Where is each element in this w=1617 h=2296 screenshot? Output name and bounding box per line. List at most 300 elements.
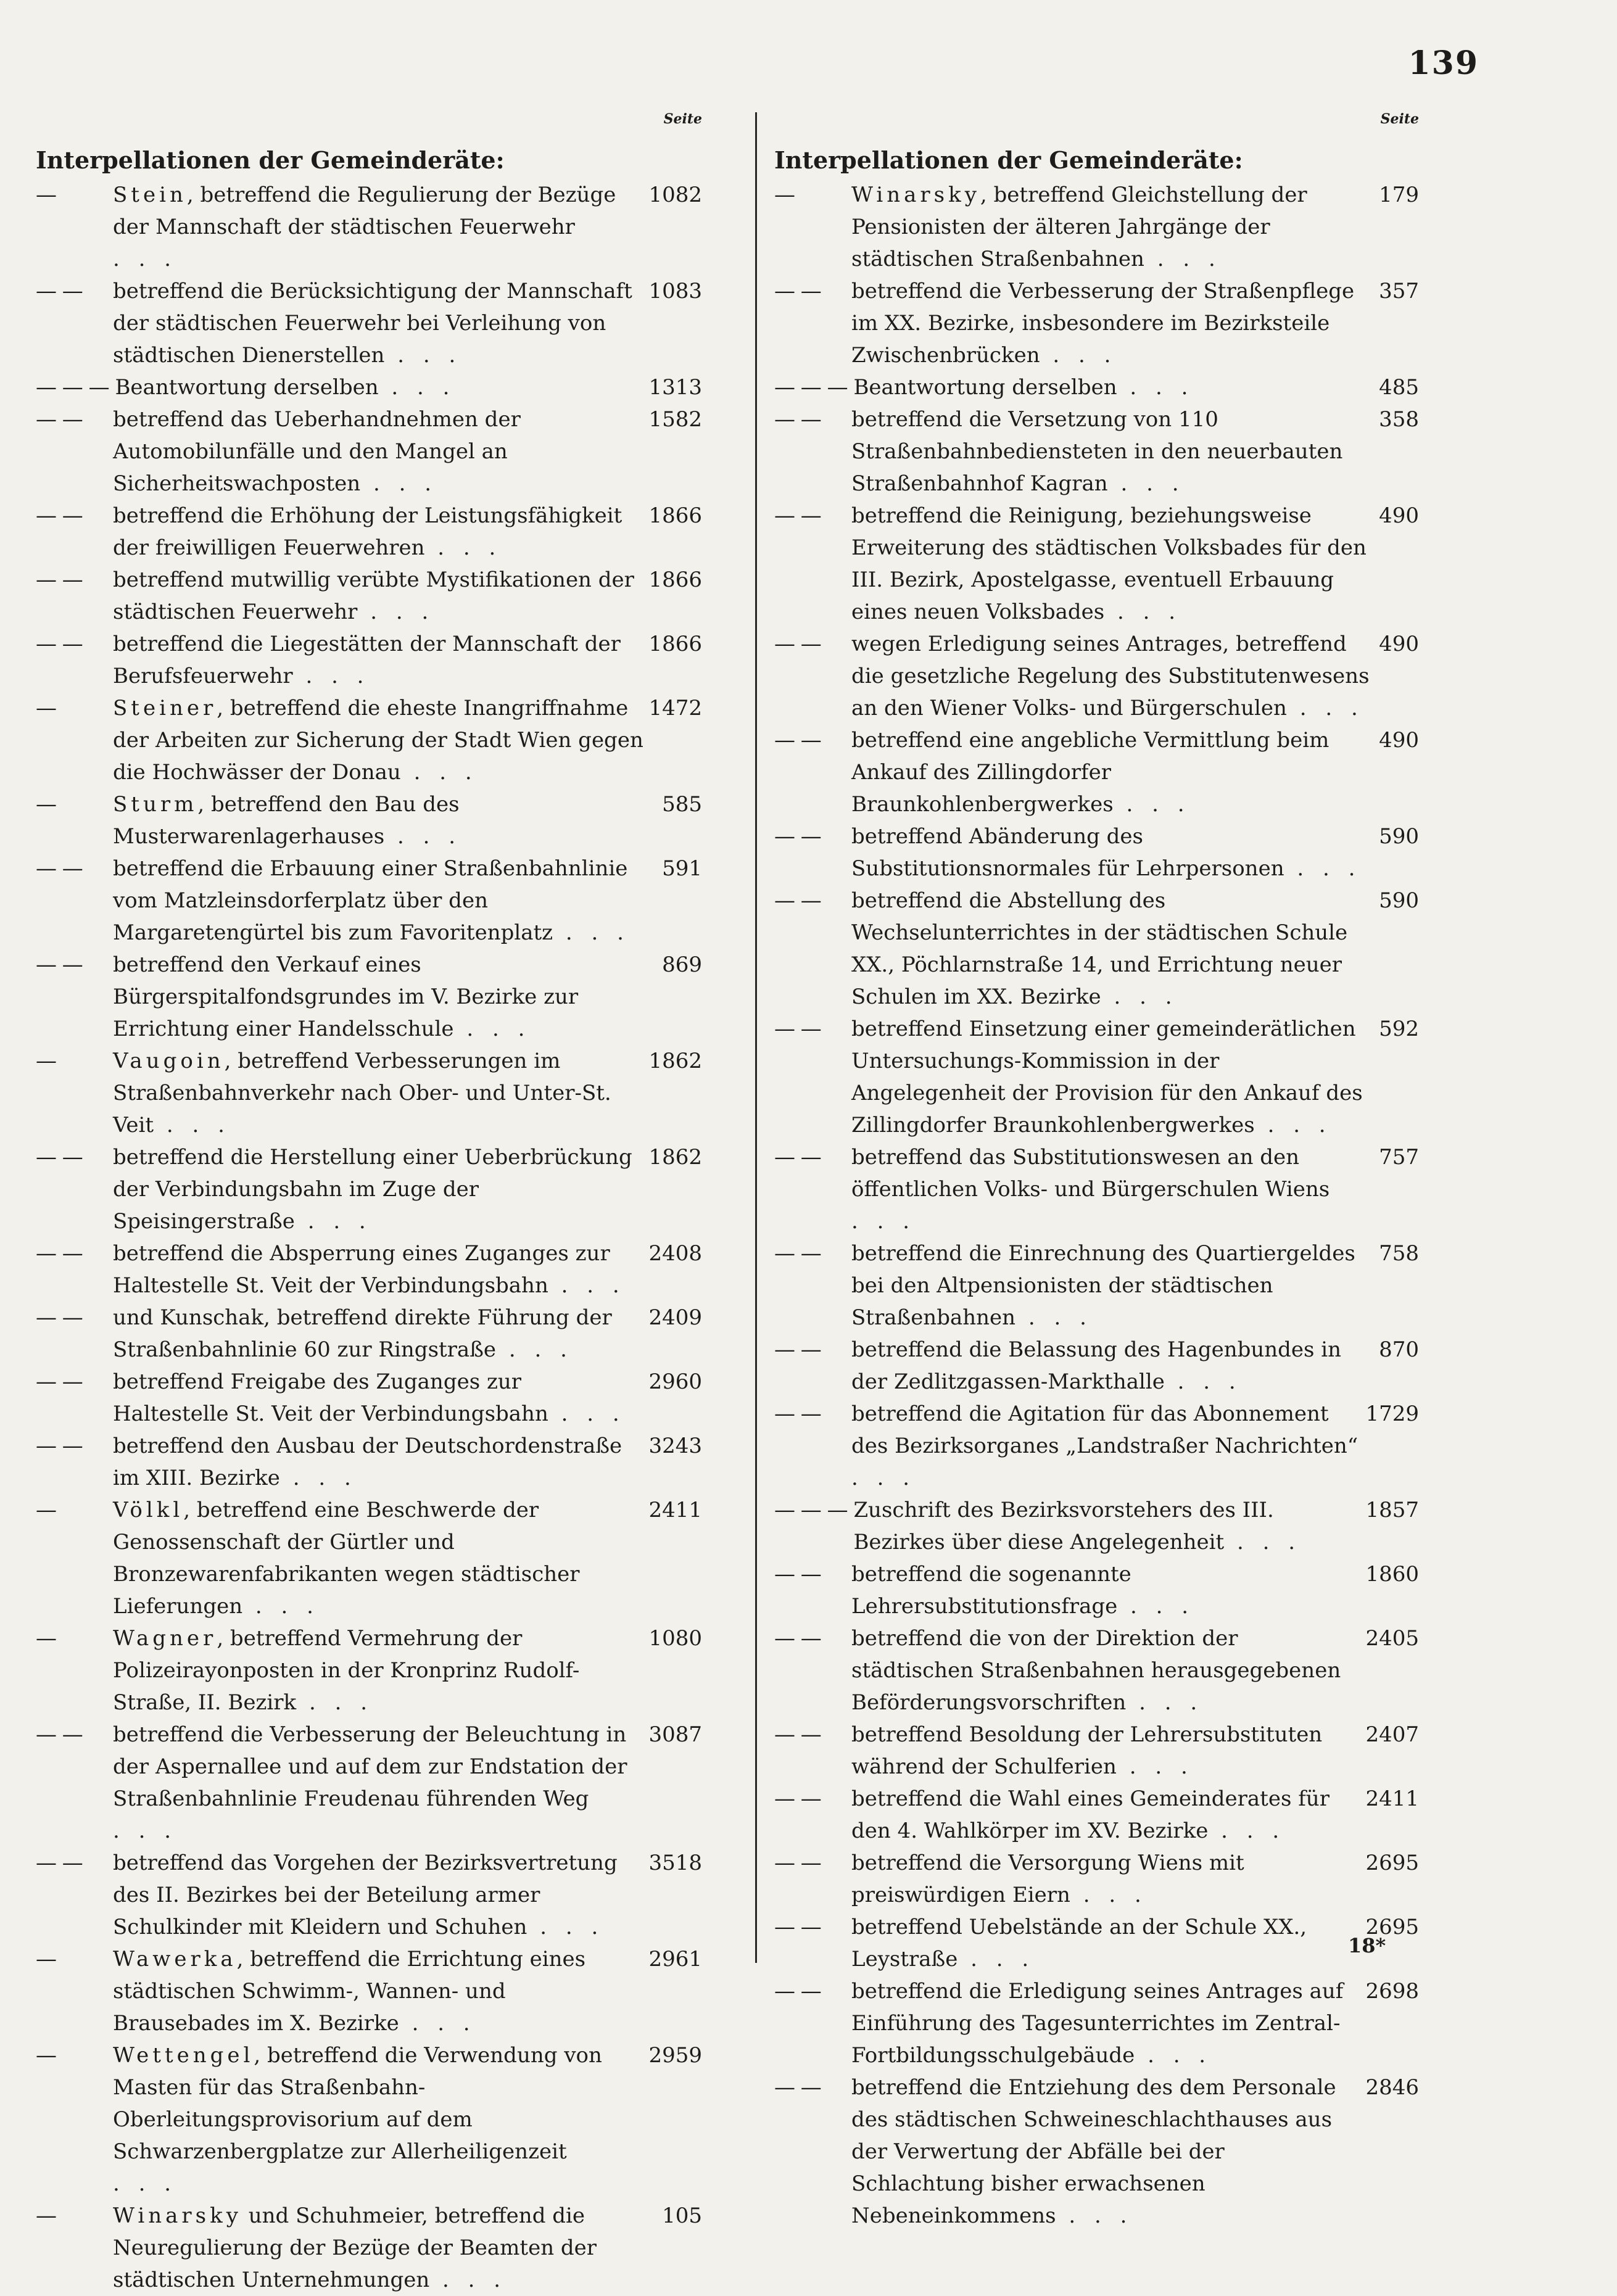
index-entry (774, 1719, 1419, 1783)
entry-page: 2405 (1365, 1626, 1419, 1651)
entry-description (113, 1494, 643, 1622)
index-entry (774, 179, 1419, 275)
entry-description (851, 1622, 1360, 1719)
entry-text: , betreffend Verbesserungen im Straßenbahnverkehr nach Ober- und Unter-St. Veit (113, 1049, 611, 1138)
entry-description (851, 1334, 1374, 1398)
entry-text: betreffend die Versetzung von 110 Straßenbahnbediensteten in den neuerbauten Straßenbahnhof Kagran (851, 407, 1343, 496)
entry-page: 2959 (648, 2043, 702, 2068)
index-entry (774, 1783, 1419, 1847)
index-entry (36, 1943, 702, 2039)
entry-list-left (36, 179, 702, 2296)
entry-dash: — — (774, 279, 827, 304)
index-entry (36, 628, 702, 692)
entry-text: betreffend die Erledigung seines Antrages auf Einführung des Tagesunterrichtes im Zentral-Fortbildungsschulgebäude (851, 1979, 1344, 2068)
entry-text: betreffend die Verbesserung der Beleuchtung in der Aspernallee und auf dem zur Endstation der Straßenbahnlinie Freudenau führenden Weg (113, 1722, 627, 1811)
entry-dash: — (36, 1626, 62, 1651)
entry-dash: — — (774, 1915, 827, 1939)
entry-dash: — — — (774, 375, 854, 400)
entry-text: , betreffend die Regulierung der Bezüge der Mannschaft der städtischen Feuerwehr (113, 183, 616, 239)
entry-description (113, 1045, 643, 1141)
entry-text: betreffend die Versorgung Wiens mit preiswürdigen Eiern (851, 1851, 1244, 1907)
entry-dash: — — (774, 1337, 827, 1362)
entry-dash: — — (774, 632, 827, 656)
entry-page: 2695 (1365, 1851, 1419, 1875)
index-entry (774, 1975, 1419, 2071)
entry-text: betreffend die Herstellung einer Ueberbrückung der Verbindungsbahn im Zuge der Speisingerstraße (113, 1145, 632, 1234)
entry-page: 1862 (648, 1145, 702, 1170)
index-entry (774, 1237, 1419, 1334)
dot-leader: . . . (1284, 856, 1362, 881)
index-entry (36, 853, 702, 949)
dot-leader: . . . (1113, 792, 1191, 817)
index-entry (774, 628, 1419, 724)
dot-leader: . . . (1144, 247, 1222, 271)
dot-leader: . . . (294, 1209, 372, 1234)
dot-leader: . . . (399, 2011, 476, 2036)
entry-page: 585 (662, 792, 702, 817)
index-entry (36, 500, 702, 564)
entry-name: Sturm (113, 792, 198, 817)
index-entry (774, 1558, 1419, 1622)
entry-description (113, 564, 643, 628)
dot-leader: . . . (1116, 1754, 1194, 1779)
entry-description (851, 403, 1374, 500)
dot-leader: . . . (378, 375, 456, 400)
entry-text: , betreffend Vermehrung der Polizeirayonposten in der Kronprinz Rudolf-Straße, II. Bezirk (113, 1626, 580, 1715)
dot-leader: . . . (553, 920, 630, 945)
entry-description (113, 403, 643, 500)
entry-text: und Kunschak, betreffend direkte Führung der Straßenbahnlinie 60 zur Ringstraße (113, 1305, 612, 1362)
entry-description (113, 275, 643, 371)
dot-leader: . . . (384, 824, 462, 849)
section-heading-right: Interpellationen der Gemeinderäte: (774, 146, 1243, 174)
entry-page: 2960 (648, 1369, 702, 1394)
entry-text: wegen Erledigung seines Antrages, betreffend die gesetzliche Regelung des Substitutenwesens an den Wiener Volks- und Bürgerschulen (851, 632, 1370, 721)
dot-leader: . . . (1135, 2043, 1212, 2068)
entry-description (113, 1622, 643, 1719)
dot-leader: . . . (548, 1273, 626, 1298)
dot-leader: . . . (1101, 985, 1178, 1009)
entry-dash: — — (774, 1402, 827, 1426)
entry-text: betreffend die von der Direktion der städtischen Straßenbahnen herausgegebenen Beförderungsvorschriften (851, 1626, 1341, 1715)
entry-text: betreffend Besoldung der Lehrersubstituten während der Schulferien (851, 1722, 1323, 1779)
entry-description (113, 2039, 643, 2200)
entry-description (851, 1141, 1374, 1237)
dot-leader: . . . (292, 664, 370, 688)
entry-page: 179 (1379, 183, 1419, 207)
entry-description (851, 1783, 1360, 1847)
index-entry (774, 2071, 1419, 2232)
index-entry (36, 1141, 702, 1237)
entry-description (113, 1366, 643, 1430)
dot-leader: . . . (296, 1690, 374, 1715)
entry-text: betreffend eine angebliche Vermittlung beim Ankauf des Zillingdorfer Braunkohlenbergwerkes (851, 728, 1330, 817)
index-entry (36, 1302, 702, 1366)
entry-page: 105 (662, 2203, 702, 2228)
entry-dash: — (36, 183, 62, 207)
dot-leader: . . . (496, 1337, 573, 1362)
entry-text: betreffend die Wahl eines Gemeinderates für den 4. Wahlkörper im XV. Bezirke (851, 1786, 1330, 1843)
entry-dash: — — (36, 1722, 89, 1747)
entry-page: 590 (1379, 888, 1419, 913)
dot-leader: . . . (242, 1594, 320, 1619)
entry-page: 490 (1379, 728, 1419, 753)
entry-text: betreffend Einsetzung einer gemeinderätlichen Untersuchungs-Kommission in der Angelegenheit der Provision für den Ankauf des Zillingdorfer Braunkohlenbergwerkes (851, 1017, 1363, 1138)
entry-dash: — (36, 1049, 62, 1073)
entry-dash: — (36, 792, 62, 817)
entry-page: 1857 (1365, 1498, 1419, 1522)
dot-leader: . . . (1254, 1113, 1332, 1138)
entry-description (851, 1237, 1374, 1334)
entry-page: 490 (1379, 632, 1419, 656)
index-entry (36, 1847, 702, 1943)
index-entry (36, 2200, 702, 2296)
entry-description (113, 1847, 643, 1943)
entry-dash: — (36, 1947, 62, 1972)
entry-dash: — — (36, 632, 89, 656)
entry-text: betreffend den Ausbau der Deutschordenstraße im XIII. Bezirke (113, 1434, 622, 1490)
entry-dash: — — (774, 1722, 827, 1747)
entry-dash: — — (774, 1017, 827, 1041)
index-entry (774, 1398, 1419, 1494)
entry-page: 758 (1379, 1241, 1419, 1266)
dot-leader: . . . (1104, 600, 1182, 624)
entry-dash: — — (774, 728, 827, 753)
dot-leader: . . . (1056, 2203, 1133, 2228)
entry-page: 2409 (648, 1305, 702, 1330)
entry-text: betreffend die Absperrung eines Zuganges zur Haltestelle St. Veit der Verbindungsbahn (113, 1241, 610, 1298)
entry-text: betreffend die Liegestätten der Mannschaft der Berufsfeuerwehr (113, 632, 621, 688)
entry-page: 1082 (648, 183, 702, 207)
entry-description (851, 820, 1374, 885)
entry-text: betreffend die Entziehung des dem Personale des städtischen Schweineschlachthauses aus der Verwertung der Abfälle bei der Schlachtung bisher erwachsenen Nebeneinkommens (851, 2075, 1336, 2228)
index-entry (774, 1911, 1419, 1975)
entry-page: 358 (1379, 407, 1419, 432)
entry-description (851, 1975, 1360, 2071)
index-entry (774, 1141, 1419, 1237)
index-entry (774, 275, 1419, 371)
entry-text: Beantwortung derselben (115, 375, 379, 400)
entry-page: 2411 (648, 1498, 702, 1522)
entry-description (851, 500, 1374, 628)
dot-leader: . . . (429, 2268, 507, 2292)
entry-description (851, 1911, 1360, 1975)
entry-dash: — — — (774, 1498, 854, 1522)
index-entry (36, 1494, 702, 1622)
entry-name: Völkl (113, 1498, 184, 1522)
entry-text: betreffend die Einrechnung des Quartiergeldes bei den Altpensionisten der städtischen Straßenbahnen (851, 1241, 1355, 1330)
seite-label-right: Seite (1380, 111, 1419, 127)
entry-dash: — — — (36, 375, 115, 400)
dot-leader: . . . (453, 1017, 531, 1041)
dot-leader: . . . (1040, 343, 1117, 368)
entry-text: , betreffend den Bau des Musterwarenlagerhauses (113, 792, 460, 849)
entry-description (853, 1494, 1360, 1558)
entry-dash: — — (36, 279, 89, 304)
dot-leader: . . . (851, 1209, 916, 1234)
entry-dash: — — (36, 568, 89, 592)
entry-description (851, 1558, 1360, 1622)
section-heading-left: Interpellationen der Gemeinderäte: (36, 146, 505, 174)
index-entry (36, 1622, 702, 1719)
index-entry (774, 1847, 1419, 1911)
entry-page: 357 (1379, 279, 1419, 304)
index-entry (36, 2039, 702, 2200)
index-entry (36, 275, 702, 371)
index-entry (36, 692, 702, 788)
dot-leader: . . . (357, 600, 435, 624)
entry-description (851, 724, 1374, 820)
entry-text: Beantwortung derselben (853, 375, 1117, 400)
dot-leader: . . . (1117, 1594, 1195, 1619)
entry-description (113, 1719, 643, 1847)
entry-text: betreffend die Agitation für das Abonnement des Bezirksorganes „Landstraßer Nachrichten“ (851, 1402, 1359, 1458)
entry-text: betreffend die Belassung des Hagenbundes in der Zedlitzgassen-Markthalle (851, 1337, 1342, 1394)
entry-page: 2695 (1365, 1915, 1419, 1939)
dot-leader: . . . (851, 1466, 916, 1490)
entry-description (113, 788, 657, 853)
entry-description (851, 179, 1374, 275)
dot-leader: . . . (424, 535, 502, 560)
entry-page: 2846 (1365, 2075, 1419, 2100)
entry-name: Wettengel (113, 2043, 254, 2068)
index-entry (774, 1013, 1419, 1141)
entry-description (851, 1847, 1360, 1911)
dot-leader: . . . (1117, 375, 1194, 400)
entry-page: 1866 (648, 568, 702, 592)
index-entry (36, 949, 702, 1045)
index-entry (36, 179, 702, 275)
entry-description (113, 692, 643, 788)
entry-page: 2407 (1365, 1722, 1419, 1747)
dot-leader: . . . (384, 343, 462, 368)
entry-description (113, 853, 657, 949)
index-entry (36, 403, 702, 500)
index-entry (774, 820, 1419, 885)
column-divider (755, 112, 757, 1963)
entry-name: Steiner (113, 696, 217, 721)
dot-leader: . . . (548, 1402, 626, 1426)
entry-description (851, 1719, 1360, 1783)
index-entry (774, 403, 1419, 500)
dot-leader: . . . (113, 1819, 178, 1843)
dot-leader: . . . (957, 1947, 1035, 1972)
entry-page: 1080 (648, 1626, 702, 1651)
entry-text: betreffend die Erbauung einer Straßenbahnlinie vom Matzleinsdorferplatz über den Margaretengürtel bis zum Favoritenplatz (113, 856, 628, 945)
entry-name: Wagner (113, 1626, 217, 1651)
entry-dash: — — (774, 1979, 827, 2004)
index-entry (36, 371, 702, 403)
entry-dash: — (36, 696, 62, 721)
entry-name: Wawerka (113, 1947, 237, 1972)
dot-leader: . . . (1208, 1819, 1286, 1843)
entry-text: betreffend die Erhöhung der Leistungsfähigkeit der freiwilligen Feuerwehren (113, 503, 622, 560)
index-entry (36, 1719, 702, 1847)
entry-dash: — — (36, 1434, 89, 1458)
entry-dash: — — (774, 1145, 827, 1170)
dot-leader: . . . (1070, 1883, 1148, 1907)
index-entry (774, 1494, 1419, 1558)
dot-leader: . . . (1164, 1369, 1242, 1394)
entry-dash: — — (774, 1241, 827, 1266)
left-column (36, 112, 702, 2296)
index-entry (774, 371, 1419, 403)
entry-text: betreffend die Reinigung, beziehungsweise Erweiterung des städtischen Volksbades für den III. Bezirk, Apostelgasse, eventuell Erbauung eines neuen Volksbades (851, 503, 1367, 624)
entry-description (113, 2200, 657, 2296)
index-entry (774, 1334, 1419, 1398)
entry-dash: — — (774, 1851, 827, 1875)
entry-page: 1866 (648, 503, 702, 528)
entry-page: 2408 (648, 1241, 702, 1266)
entry-dash: — — (774, 407, 827, 432)
entry-dash: — — (774, 1626, 827, 1651)
entry-page: 3087 (648, 1722, 702, 1747)
entry-dash: — — (774, 503, 827, 528)
entry-description (113, 949, 657, 1045)
entry-page: 1860 (1365, 1562, 1419, 1587)
seite-label-left: Seite (663, 111, 702, 127)
entry-page: 1313 (648, 375, 702, 400)
dot-leader: . . . (1107, 471, 1185, 496)
entry-dash: — — (36, 1369, 89, 1394)
right-column (774, 112, 1419, 2232)
dot-leader: . . . (360, 471, 438, 496)
entry-page: 3243 (648, 1434, 702, 1458)
entry-page: 1472 (648, 696, 702, 721)
entry-name: Vaugoin (113, 1049, 225, 1073)
entry-text: , betreffend die eheste Inangriffnahme der Arbeiten zur Sicherung der Stadt Wien gegen die Hochwässer der Donau (113, 696, 643, 785)
entry-page: 1729 (1365, 1402, 1419, 1426)
index-entry (774, 1622, 1419, 1719)
dot-leader: . . . (113, 247, 178, 271)
dot-leader: . . . (1224, 1530, 1302, 1555)
index-entry (774, 885, 1419, 1013)
entry-text: betreffend den Verkauf eines Bürgerspitalfondsgrundes im V. Bezirke zur Errichtung einer Handelsschule (113, 952, 579, 1041)
entry-dash: — — (774, 2075, 827, 2100)
index-entry (774, 500, 1419, 628)
entry-text: , betreffend die Errichtung eines städtischen Schwimm-, Wannen- und Brausebades im X. Bezirke (113, 1947, 586, 2036)
dot-leader: . . . (1015, 1305, 1093, 1330)
entry-dash: — (36, 2203, 62, 2228)
index-entry (36, 564, 702, 628)
entry-page: 490 (1379, 503, 1419, 528)
entry-description (113, 179, 643, 275)
dot-leader: . . . (279, 1466, 357, 1490)
entry-dash: — (36, 1498, 62, 1522)
entry-dash: — — (36, 1241, 89, 1266)
entry-name: Winarsky (113, 2203, 242, 2228)
entry-dash: — — (36, 1145, 89, 1170)
entry-text: betreffend mutwillig verübte Mystifikationen der städtischen Feuerwehr (113, 568, 634, 624)
entry-page: 1582 (648, 407, 702, 432)
entry-description (851, 885, 1374, 1013)
entry-page: 3518 (648, 1851, 702, 1875)
entry-page: 485 (1379, 375, 1419, 400)
entry-page: 2411 (1365, 1786, 1419, 1811)
dot-leader: . . . (527, 1915, 605, 1939)
entry-page: 869 (662, 952, 702, 977)
entry-description (851, 628, 1374, 724)
entry-text: , betreffend die Verwendung von Masten für das Straßenbahn-Oberleitungsprovisorium auf dem Schwarzenbergplatze zur Allerheiligenzeit (113, 2043, 602, 2164)
entry-description (113, 1237, 643, 1302)
entry-text: betreffend die Berücksichtigung der Mannschaft der städtischen Feuerwehr bei Verleihung von städtischen Dienerstellen (113, 279, 632, 368)
entry-dash: — (36, 2043, 62, 2068)
entry-name: Winarsky (851, 183, 980, 207)
entry-text: , betreffend eine Beschwerde der Genossenschaft der Gürtler und Bronzewarenfabrikanten wegen städtischer Lieferungen (113, 1498, 580, 1619)
entry-description (851, 275, 1374, 371)
entry-dash: — — (774, 1562, 827, 1587)
entry-text: , betreffend Gleichstellung der Pensionisten der älteren Jahrgänge der städtischen Straßenbahnen (851, 183, 1307, 271)
entry-page: 870 (1379, 1337, 1419, 1362)
entry-dash: — — (774, 888, 827, 913)
entry-page: 2698 (1365, 1979, 1419, 2004)
entry-text: betreffend die Verbesserung der Straßenpflege im XX. Bezirke, insbesondere im Bezirksteile Zwischenbrücken (851, 279, 1355, 368)
entry-description (113, 1943, 643, 2039)
index-entry (36, 788, 702, 853)
entry-dash: — (774, 183, 801, 207)
entry-text: betreffend das Substitutionswesen an den öffentlichen Volks- und Bürgerschulen Wiens (851, 1145, 1330, 1202)
entry-dash: — — (774, 1786, 827, 1811)
entry-page: 590 (1379, 824, 1419, 849)
entry-text: betreffend die sogenannte Lehrersubstitutionsfrage (851, 1562, 1131, 1619)
dot-leader: . . . (1126, 1690, 1204, 1715)
entry-description (113, 1430, 643, 1494)
index-entry (36, 1237, 702, 1302)
dot-leader: . . . (154, 1113, 231, 1138)
entry-text: betreffend das Ueberhandnehmen der Automobilunfälle und den Mangel an Sicherheitswachposten (113, 407, 521, 496)
entry-description (851, 2071, 1360, 2232)
index-entry (36, 1430, 702, 1494)
entry-description (851, 1013, 1374, 1141)
entry-description (113, 1302, 643, 1366)
entry-text: Zuschrift des Bezirksvorstehers des III. Bezirkes über diese Angelegenheit (853, 1498, 1274, 1555)
entry-page: 591 (662, 856, 702, 881)
entry-text: betreffend Abänderung des Substitutionsnormales für Lehrpersonen (851, 824, 1284, 881)
index-entry (36, 1366, 702, 1430)
entry-page: 592 (1379, 1017, 1419, 1041)
entry-description (853, 371, 1374, 403)
entry-page: 757 (1379, 1145, 1419, 1170)
entry-dash: — — (36, 407, 89, 432)
entry-dash: — — (36, 503, 89, 528)
entry-description (851, 1398, 1360, 1494)
entry-description (115, 371, 643, 403)
entry-dash: — — (36, 1305, 89, 1330)
entry-description (113, 1141, 643, 1237)
entry-name: Stein (113, 183, 187, 207)
signature-mark: 18* (1348, 1934, 1386, 1957)
entry-page: 1862 (648, 1049, 702, 1073)
dot-leader: . . . (400, 760, 478, 785)
index-entry (774, 724, 1419, 820)
entry-text: betreffend Uebelstände an der Schule XX., Leystraße (851, 1915, 1307, 1972)
dot-leader: . . . (1286, 696, 1364, 721)
entry-dash: — — (36, 1851, 89, 1875)
entry-dash: — — (774, 824, 827, 849)
entry-page: 1083 (648, 279, 702, 304)
entry-page: 1866 (648, 632, 702, 656)
entry-list-right (774, 179, 1419, 2232)
entry-dash: — — (36, 856, 89, 881)
entry-text: betreffend die Abstellung des Wechselunterrichtes in der städtischen Schule XX., Pöchlarnstraße 14, und Errichtung neuer Schulen im XX. Bezirke (851, 888, 1348, 1009)
entry-text: betreffend Freigabe des Zuganges zur Haltestelle St. Veit der Verbindungsbahn (113, 1369, 548, 1426)
page-number: 139 (1408, 44, 1479, 82)
index-entry (36, 1045, 702, 1141)
entry-text: betreffend das Vorgehen der Bezirksvertretung des II. Bezirkes bei der Beteilung armer Schulkinder mit Kleidern und Schuhen (113, 1851, 618, 1939)
entry-dash: — — (36, 952, 89, 977)
entry-page: 2961 (648, 1947, 702, 1972)
dot-leader: . . . (113, 2171, 178, 2196)
